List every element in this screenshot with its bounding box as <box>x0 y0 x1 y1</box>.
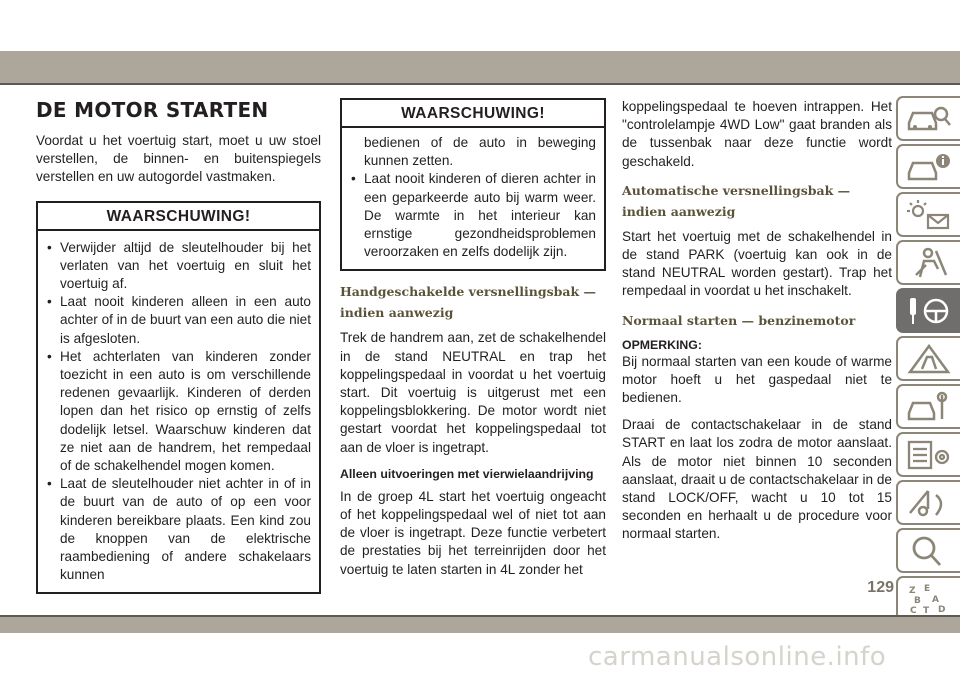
multimedia-icon <box>906 487 952 519</box>
manual-paragraph: Trek de handrem aan, zet de schakelhendel in de stand NEUTRAL en trap het koppelingspedaal in voordat u het voertuig start. Dit voertuig is uitgerust met een koppelingsblokkering. De motor wordt niet gestart voordat het koppelingspedaal tot aan de vloer is ingetrapt. <box>340 330 606 455</box>
car-service-icon <box>906 391 952 423</box>
top-band <box>0 51 960 83</box>
svg-text:C: C <box>910 606 917 615</box>
road-warning-icon <box>906 343 952 375</box>
chapter-tab[interactable] <box>896 96 960 141</box>
warning-continued-text: bedienen of de auto in beweging kunnen zetten. <box>364 135 596 169</box>
seat-safety-icon <box>906 247 952 279</box>
column-3 <box>622 98 892 553</box>
warning-lights-icon <box>906 199 952 231</box>
section-heading-manual: Handgeschakelde versnellingsbak — indien aanwezig <box>340 284 597 321</box>
column-1 <box>36 98 321 604</box>
chapter-tab-active[interactable] <box>896 288 960 333</box>
warning-list <box>46 239 311 585</box>
svg-text:B: B <box>914 596 921 606</box>
start-paragraph: Draai de contactschakelaar in de stand START en laat los zodra de motor aanslaat. Als de motor niet binnen 10 seconden aanslaat, draait u de contactschakelaar in de stand LOCK/OFF, wacht u 10 tot 15 seconden en herhaalt u de procedure voor normaal starten. <box>622 417 892 542</box>
steering-key-icon <box>906 295 952 327</box>
warning-box <box>36 201 321 595</box>
subheading-4wd: Alleen uitvoeringen met vierwielaandrijving <box>340 466 594 481</box>
warning-item: • Verwijder altijd de sleutelhouder bij het verlaten van het voertuig en sluit het voertuig af. <box>46 239 311 294</box>
svg-text:A: A <box>932 595 939 605</box>
car-info-icon <box>906 151 952 183</box>
chapter-tab[interactable] <box>896 384 960 429</box>
chapter-tab[interactable] <box>896 480 960 525</box>
chapter-tab[interactable] <box>896 528 960 573</box>
section-heading-normal: Normaal starten — benzinemotor <box>622 312 856 328</box>
svg-text:T: T <box>923 606 930 615</box>
warning-title: WAARSCHUWING! <box>38 203 319 231</box>
note-label: OPMERKING: <box>622 337 702 352</box>
continued-paragraph: koppelingspedaal te hoeven intrappen. Het "controlelampje 4WD Low" gaat branden als de tussenbak naar deze functie wordt geschakeld. <box>622 99 892 169</box>
chapter-tab[interactable] <box>896 432 960 477</box>
magnifier-icon <box>906 535 952 567</box>
bottom-band <box>0 617 960 633</box>
warning-item: • Laat nooit kinderen alleen in een auto achter of in de buurt van een auto die niet is afgesloten. <box>46 293 311 348</box>
warning-box-continued <box>340 98 606 271</box>
alphabet-index-icon <box>906 583 952 615</box>
chapter-tab[interactable] <box>896 240 960 285</box>
svg-text:D: D <box>938 605 946 615</box>
svg-text:E: E <box>924 584 931 594</box>
warning-item: • Laat nooit kinderen of dieren achter in een geparkeerde auto bij warm weer. De warmte in het interieur kan ernstige gezondheidsproblemen veroorzaken en zelfs dodelijk zijn. <box>350 170 596 261</box>
warning-list <box>350 170 596 261</box>
auto-paragraph: Start het voertuig met de schakelhendel in de stand PARK (voertuig kan ook in de stand NEUTRAL worden gestart). Trap het rempedaal in voordat u het inschakelt. <box>622 228 892 299</box>
section-heading-auto: Automatische versnellingsbak — indien aanwezig <box>622 182 851 219</box>
watermark: carmanualsonline.info <box>588 642 887 672</box>
note-paragraph: Bij normaal starten van een koude of warme motor hoeft u het gaspedaal niet te bedienen. <box>622 353 892 406</box>
warning-title: WAARSCHUWING! <box>342 100 604 128</box>
4wd-paragraph: In de groep 4L start het voertuig ongeacht of het koppelingspedaal wel of niet tot aan de vloer is ingetrapt. Deze functie verbetert de prestaties bij het terreinrijden door het voertuig te laten starten in 4L zonder het <box>340 488 606 577</box>
car-search-icon <box>906 103 952 135</box>
column-2 <box>340 98 606 588</box>
chapter-tab[interactable] <box>896 144 960 189</box>
chapter-tab[interactable] <box>896 192 960 237</box>
chapter-sidebar <box>896 96 960 624</box>
svg-text:Z: Z <box>909 586 916 596</box>
chapter-tab[interactable] <box>896 336 960 381</box>
page-number: 129 <box>867 579 894 596</box>
intro-paragraph: Voordat u het voertuig start, moet u uw stoel verstellen, de binnen- en buitenspiegels verstellen en uw autogordel vastmaken. <box>36 133 321 185</box>
warning-item: • Laat de sleutelhouder niet achter in of in de buurt van de auto of op een voor kinderen bereikbare plaats. Een kind zou de knoppen van de elektrische raambediening of andere schakelaars kunnen <box>46 475 311 584</box>
page-title: DE MOTOR STARTEN <box>36 98 269 122</box>
warning-item: • Het achterlaten van kinderen zonder toezicht in een auto is om verschillende redenen gevaarlijk. Kinderen of derden lopen dan het risico op ernstig of zelfs dodelijk letsel. Waarschuw kinderen dat ze niet aan de handrem, het rempedaal of de schakelhendel mogen komen. <box>46 348 311 475</box>
specifications-icon <box>906 439 952 471</box>
